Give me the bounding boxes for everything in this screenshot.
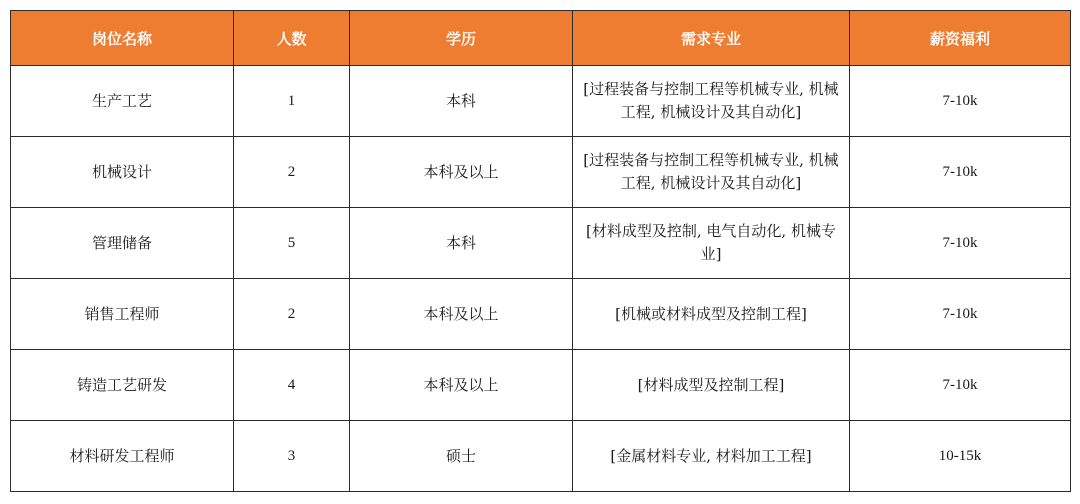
table-header [11,11,1071,66]
position-cell: 管理储备 [11,208,234,279]
major-cell: [金属材料专业, 材料加工工程] [573,421,850,492]
header-salary: 薪资福利 [850,11,1071,66]
count-cell: 4 [234,350,350,421]
header-position: 岗位名称 [11,11,234,66]
salary-cell: 7-10k [850,137,1071,208]
major-cell: [过程装备与控制工程等机械专业, 机械工程, 机械设计及其自动化] [573,66,850,137]
salary-cell: 7-10k [850,279,1071,350]
position-cell: 材料研发工程师 [11,421,234,492]
header-major: 需求专业 [573,11,850,66]
table-row [11,208,1071,279]
count-cell: 2 [234,279,350,350]
major-cell: [材料成型及控制工程] [573,350,850,421]
education-cell: 本科及以上 [350,137,573,208]
table-row [11,350,1071,421]
position-cell: 销售工程师 [11,279,234,350]
education-cell: 本科及以上 [350,279,573,350]
salary-cell: 7-10k [850,208,1071,279]
salary-cell: 7-10k [850,350,1071,421]
header-count: 人数 [234,11,350,66]
job-openings-table [10,10,1071,492]
major-cell: [材料成型及控制, 电气自动化, 机械专业] [573,208,850,279]
count-cell: 5 [234,208,350,279]
education-cell: 本科 [350,208,573,279]
salary-cell: 10-15k [850,421,1071,492]
major-cell: [机械或材料成型及控制工程] [573,279,850,350]
position-cell: 机械设计 [11,137,234,208]
table-row [11,137,1071,208]
position-cell: 生产工艺 [11,66,234,137]
education-cell: 本科 [350,66,573,137]
table-row [11,279,1071,350]
salary-cell: 7-10k [850,66,1071,137]
table-body [11,66,1071,492]
education-cell: 硕士 [350,421,573,492]
major-cell: [过程装备与控制工程等机械专业, 机械工程, 机械设计及其自动化] [573,137,850,208]
header-education: 学历 [350,11,573,66]
count-cell: 3 [234,421,350,492]
count-cell: 2 [234,137,350,208]
position-cell: 铸造工艺研发 [11,350,234,421]
header-row [11,11,1071,66]
count-cell: 1 [234,66,350,137]
education-cell: 本科及以上 [350,350,573,421]
table-row [11,421,1071,492]
table-row [11,66,1071,137]
